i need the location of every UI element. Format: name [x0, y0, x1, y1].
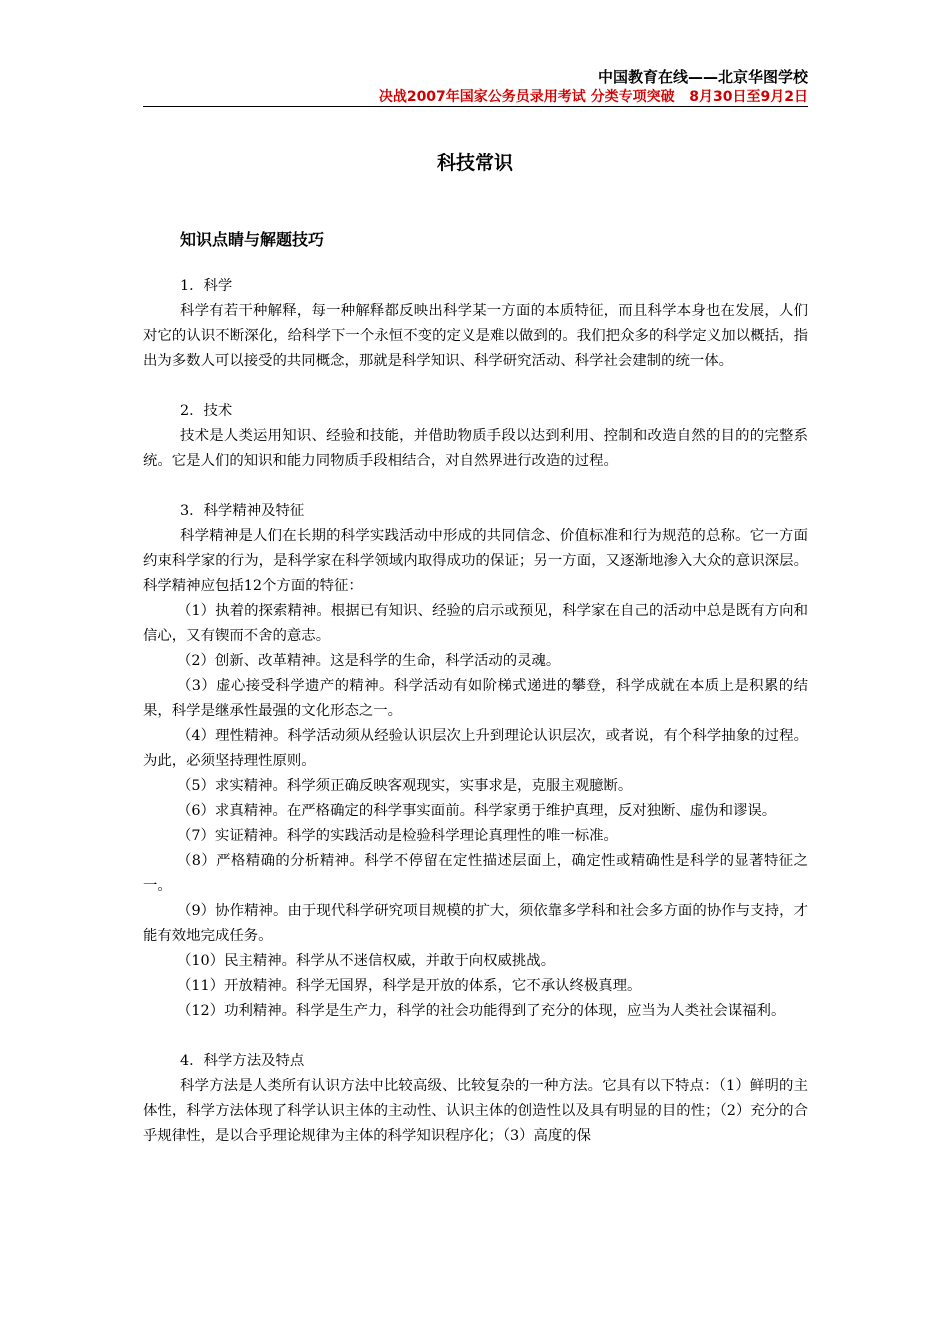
list-item: （4）理性精神。科学活动须从经验认识层次上升到理论认识层次，或者说，有个科学抽象的过程。为此，必须坚持理性原则。	[143, 728, 808, 769]
paragraph: 科学精神是人们在长期的科学实践活动中形成的共同信念、价值标准和行为规范的总称。它一方面约束科学家的行为，是科学家在科学领域内取得成功的保证；另一方面，又逐渐地渗入大众的意识深层。科学精神应包括12个方面的特征：	[143, 528, 808, 594]
section-heading: 2．技术	[180, 403, 233, 419]
list-item: （11）开放精神。科学无国界，科学是开放的体系，它不承认终极真理。	[177, 978, 642, 994]
page-title: 科技常识	[436, 152, 513, 174]
list-item: （5）求实精神。科学须正确反映客观现实，实事求是，克服主观臆断。	[177, 778, 633, 794]
header-divider	[143, 106, 808, 107]
section-heading: 1．科学	[180, 278, 233, 294]
spacer	[143, 474, 808, 499]
header-school-name: 中国教育在线——北京华图学校	[597, 68, 808, 86]
paragraph: 科学方法是人类所有认识方法中比较高级、比较复杂的一种方法。它具有以下特点：（1）鲜明的主体性，科学方法体现了科学认识主体的主动性、认识主体的创造性以及具有明显的目的性；（2）充分的合乎规律性，是以合乎理论规律为主体的科学知识程序化；（3）高度的保	[143, 1078, 808, 1144]
section-heading: 3．科学精神及特征	[180, 503, 305, 519]
header-exam-banner: 决战2007年国家公务员录用考试 分类专项突破 8月30日至9月2日	[378, 89, 808, 105]
list-item: （9）协作精神。由于现代科学研究项目规模的扩大，须依靠多学科和社会多方面的协作与支持，才能有效地完成任务。	[143, 903, 808, 944]
paragraph: 科学有若干种解释，每一种解释都反映出科学某一方面的本质特征，而且科学本身也在发展，人们对它的认识不断深化，给科学下一个永恒不变的定义是难以做到的。我们把众多的科学定义加以概括，指出为多数人可以接受的共同概念，那就是科学知识、科学研究活动、科学社会建制的统一体。	[143, 303, 808, 369]
list-item: （1）执着的探索精神。根据已有知识、经验的启示或预见，科学家在自己的活动中总是既有方向和信心，又有锲而不舍的意志。	[143, 603, 808, 644]
list-item: （10）民主精神。科学从不迷信权威，并敢于向权威挑战。	[177, 953, 556, 969]
list-item: （3）虚心接受科学遗产的精神。科学活动有如阶梯式递进的攀登，科学成就在本质上是积累的结果，科学是继承性最强的文化形态之一。	[143, 678, 808, 719]
section-subtitle: 知识点睛与解题技巧	[180, 230, 325, 249]
paragraph: 技术是人类运用知识、经验和技能，并借助物质手段以达到利用、控制和改造自然的目的的完整系统。它是人们的知识和能力同物质手段相结合，对自然界进行改造的过程。	[143, 428, 808, 469]
list-item: （7）实证精神。科学的实践活动是检验科学理论真理性的唯一标准。	[177, 828, 618, 844]
spacer	[143, 1024, 808, 1049]
section-heading: 4．科学方法及特点	[180, 1053, 305, 1069]
list-item: （12）功利精神。科学是生产力，科学的社会功能得到了充分的体现，应当为人类社会谋福利。	[177, 1003, 786, 1019]
document-body	[143, 274, 808, 1149]
list-item: （8）严格精确的分析精神。科学不停留在定性描述层面上，确定性或精确性是科学的显著特征之一。	[143, 853, 808, 894]
list-item: （6）求真精神。在严格确定的科学事实面前。科学家勇于维护真理，反对独断、虚伪和谬误。	[177, 803, 777, 819]
list-item: （2）创新、改革精神。这是科学的生命，科学活动的灵魂。	[177, 653, 561, 669]
spacer	[143, 374, 808, 399]
